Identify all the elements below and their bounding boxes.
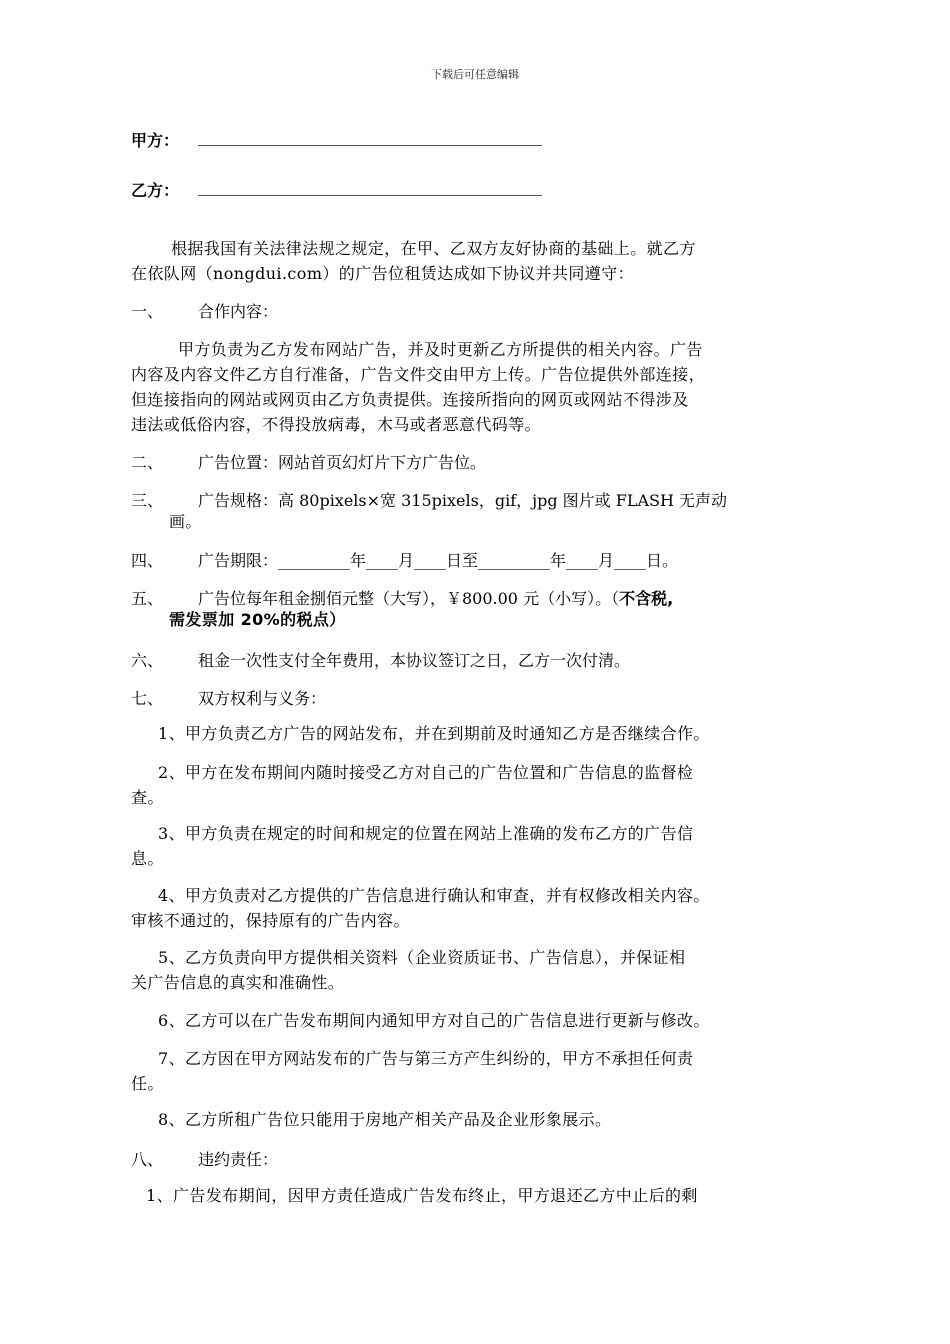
section-1-body-line: 甲方负责为乙方发布网站广告，并及时更新乙方所提供的相关内容。广告 (178, 340, 703, 359)
section-7-item-3-cont: 息。 (131, 849, 164, 868)
section-7-item-3: 3、甲方负责在规定的时间和规定的位置在网站上准确的发布乙方的广告信 (158, 824, 694, 843)
section-5-tax-note-cont: 需发票加 20%的税点） (169, 610, 346, 629)
section-2-title: 广告位置：网站首页幻灯片下方广告位。 (198, 453, 487, 472)
section-8-title: 违约责任： (198, 1150, 279, 1169)
section-3-continuation: 画。 (169, 512, 202, 531)
section-1-title: 合作内容： (198, 302, 279, 321)
section-4-title: 广告期限：_________年____月____日至_________年____月____日。 (198, 551, 679, 570)
section-5-tax-note: 不含税, (619, 589, 674, 608)
section-7-number: 七、 (131, 689, 164, 708)
section-7-item-2-cont: 查。 (131, 788, 164, 807)
section-5-continuation (169, 607, 346, 632)
section-8-item-1: 1、广告发布期间，因甲方责任造成广告发布终止，甲方退还乙方中止后的剩 (146, 1186, 698, 1205)
party-a (131, 128, 179, 151)
section-4-number: 四、 (131, 551, 164, 570)
section-7-item-6: 6、乙方可以在广告发布期间内通知甲方对自己的广告信息进行更新与修改。 (158, 1011, 710, 1030)
section-7-item-5-cont: 关广告信息的真实和准确性。 (131, 973, 345, 992)
section-6-title: 租金一次性支付全年费用，本协议签订之日，乙方一次付清。 (198, 651, 631, 670)
page-header: 下载后可任意编辑 (431, 68, 519, 81)
section-5-text: 广告位每年租金捌佰元整（大写），￥800.00 元（小写）。（ (198, 589, 620, 608)
section-6-number: 六、 (131, 651, 164, 670)
intro-line-2: 在依队网（nongdui.com）的广告位租赁达成如下协议并共同遵守： (131, 264, 635, 283)
section-8-number: 八、 (131, 1150, 164, 1169)
section-7-item-2: 2、甲方在发布期间内随时接受乙方对自己的广告位置和广告信息的监督检 (158, 763, 694, 782)
section-3-title: 广告规格：高 80pixels×宽 315pixels，gif，jpg 图片或 FLASH 无声动 (198, 491, 728, 510)
party-b (131, 178, 179, 201)
section-1-body-line: 违法或低俗内容，不得投放病毒，木马或者恶意代码等。 (131, 415, 542, 434)
section-2-number: 二、 (131, 453, 164, 472)
party-b-blank-line (198, 195, 542, 196)
section-7-item-7: 7、乙方因在甲方网站发布的广告与第三方产生纠纷的，甲方不承担任何责 (158, 1049, 694, 1068)
party-a-blank-line (198, 145, 542, 146)
section-7-item-8: 8、乙方所租广告位只能用于房地产相关产品及企业形象展示。 (158, 1110, 612, 1129)
section-1-number: 一、 (131, 302, 164, 321)
section-7-item-7-cont: 任。 (131, 1074, 164, 1093)
section-5-title (198, 586, 673, 609)
section-3-number: 三、 (131, 491, 164, 510)
section-7-item-5: 5、乙方负责向甲方提供相关资料（企业资质证书、广告信息），并保证相 (158, 948, 686, 967)
intro-line-1: 根据我国有关法律法规之规定，在甲、乙双方友好协商的基础上。就乙方 (171, 239, 696, 258)
section-7-item-4-cont: 审核不通过的，保持原有的广告内容。 (131, 911, 410, 930)
party-a-label: 甲方： (131, 131, 180, 150)
section-7-item-4: 4、甲方负责对乙方提供的广告信息进行确认和审查，并有权修改相关内容。 (158, 886, 710, 905)
section-7-item-1: 1、甲方负责乙方广告的网站发布，并在到期前及时通知乙方是否继续合作。 (158, 724, 710, 743)
section-1-body-line: 但连接指向的网站或网页由乙方负责提供。连接所指向的网页或网站不得涉及 (131, 390, 689, 409)
section-5-number: 五、 (131, 589, 164, 608)
section-1-body-line: 内容及内容文件乙方自行准备，广告文件交由甲方上传。广告位提供外部连接， (131, 365, 706, 384)
section-7-title: 双方权利与义务： (198, 689, 327, 708)
party-b-label: 乙方： (131, 181, 180, 200)
